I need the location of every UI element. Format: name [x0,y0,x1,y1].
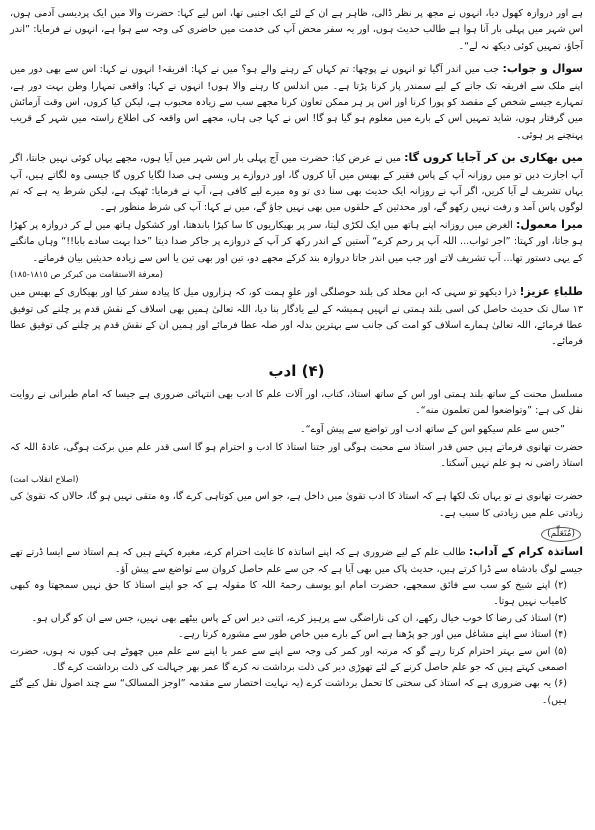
teachers-etiquette-intro: طالب علم کے لیے ضروری ہے کہ اپنے اساتذہ کا غایت احترام کرے، مغیرہ کہتے ہیں کہ ہم استاذ سے ایسا ڈرتے تھے جیسے لوگ بادشاہ سے ڈرا کرتے ہیں، حدیث پاک میں بھی آیا ہے کہ جن سے علم حاصل کروان سے تواضع سے پیش آؤ۔ [10,547,583,575]
beggar-lead: میں بھکاری بن کر آجایا کروں گا: [404,151,583,165]
qa-lead: سوال و جواب: [502,62,583,76]
beggar-text: میں نے عرض کیا: حضرت میں آج پہلی بار اس شہر میں آیا ہوں، مجھے یہاں کوئی نہیں جانتا، اگر آپ اجازت دیں تو میں روزانہ آپ کے پاس فقیر کے بھیس میں آیا کروں گا، اور دروازے پر ویسی ہی صدا لگایا کروں گا جیسی وہ لگاتے ہیں، آپ یہاں تشریف لے آیا کریں، اگر آپ نے روزانہ ایک حدیث بھی سنا دی تو وہ میرے لیے کافی ہے، آپ نے فرمایا: ٹھیک ہے، لیکن شرط یہ ہے کہ تم لوگوں پاس آمد و رفت نہیں رکھو گے، اور محدثین کے حلقوں میں بھی نہیں جاؤ گے، میں نے کہا: آپ کی شرط منظور ہے۔ [10,153,583,214]
adab-paragraph-2: حضرت تھانوی فرماتے ہیں جس قدر استاذ سے محبت ہوگی اور جتنا استاذ کا ادب و احترام ہو گا اسی قدر علم میں برکت ہوگی، عادۃ اللہ کہ استاذ راضی نہ ہو علم نہیں آسکتا۔ [10,441,583,469]
routine-text: الغرض میں روزانہ اپنے ہاتھ میں ایک لکڑی لیتا، سر پر بھیکاریوں کا سا کپڑا باندھتا، اور کشکول ہاتھ میں لے کر دروازہ پر کھڑا ہو جاتا، اور کہتا: ”اجر ثواب... اللہ آپ پر رحم کرے“ آستین کے اندر رکھ کر آپ کے دروازے پر جاکر صدا دیتا ”خدا بہت سادے بابا!!“ وہاں مانگنے کے یہی دستور تھا... آپ تشریف لاتے اور جب میں اندر جاتا دروازہ بند کرکے مجھے دو، تین اور بھی تین یا اس سے زیادہ حدیثیں بیان فرماتے۔ [10,219,583,264]
lesson-text: ذرا دیکھو تو سہی کہ ابن مخلد کی بلند حوصلگی اور علوِ ہمت کو، کہ ہزاروں میل کا پیادہ سفر کیا اور بھیکاری کے بھیس میں ۱۳ سال تک حدیث حاصل کی اسی بلند ہمتی نے انہیں ہمیشہ کے لیے یادگار بنا دیا، اللہ تعالیٰ ہمیں بھی اسلاف کے نقش قدم پر چلنے کی توفیق عطا فرمائے، اللہ تعالیٰ ہمارے اسلاف کو امت کی جانب سے بہترین بدلہ اور صلہ عطا فرمائے اور ہمیں ان کے نقش قدم پر چلنے کی توفیق عطا فرمائے۔ [10,287,583,348]
routine-paragraph [10,217,583,267]
list-item: (۳) استاذ کی رضا کا خوب خیال رکھے، ان کی ناراضگی سے پرہیز کرے، اتنی دیر اس کے پاس بیٹھے بھی نہیں، جس سے ان کو گراں ہو۔ [31,612,567,624]
ornament-seal-icon: (مُتَعَلِّم) [541,527,581,542]
list-item: (۵) اس سے بہتر احترام کرتا رہے گو کہ مرتبہ اور کمر کی وجہ سے اپنے سے عمر یا اپنے سے علم میں چھوٹے ہی کیوں نہ ہوں، حضرت اصمعی کہتے ہیں کہ جو علم حاصل کرنے کے لئے تھوڑی دیر کی ذلت برداشت نہ کرے گا عمر بھر جہالت کی ذلت برداشت کرے گا۔ [10,645,567,673]
lesson-lead: طلباءِ عزیز! [519,285,583,299]
adab-quote: ”جس سے علم سیکھو اس کے ساتھ ادب اور تواضع سے پیش آوے“۔ [300,423,565,435]
story-intro-text: ہے اور دروازہ کھول دیا، انہوں نے مجھ پر نظر ڈالی، ظاہر ہے ان کے لئے ایک اجنبی تھا، اس لیے کہا: حضرت والا میں ایک پردیسی آدمی ہوں، اس شہر میں پہلی بار آنا ہوا ہے طالب حدیث ہوں، اور یہ سفر محض آپ کی خدمت میں حاضری کی وجہ سے ہوا ہے، انہوں نے فرمایا: ”اندر آجاؤ، تمہیں کوئی دیکھ نہ لے“۔ [10,8,583,52]
teachers-etiquette-lead: اساتذہ کرام کے آداب: [468,545,583,559]
ornament-row [10,526,583,542]
source-citation-2: (اصلاح انقلاب امت) [10,474,79,485]
beggar-paragraph [10,150,583,217]
list-item: (۲) اپنے شیخ کو سب سے فائق سمجھے، حضرت امام ابو یوسف رحمۃ اللہ کا مقولہ ہے کہ جو اپنے استاذ کا حق نہیں سمجھتا وہ کبھی کامیاب نہیں ہوتا۔ [10,579,567,608]
story-intro-paragraph [10,6,583,55]
qa-text: جب میں اندر آگیا تو انہوں نے پوچھا: تم کہاں کے رہنے والے ہو؟ میں نے کہا: افریقہ! انہوں نے کہا: اس سے بھی دور میں اپنے ملک سے افریقہ تک جانے کے لیے سمندر پار کرنا پڑتا ہے۔ میں اندلس کا رہنے والا ہوں! انہوں نے کہا: واقعی تمہارا وطن بہت دور ہے، تمہارے جیسے شخص کے مقصد کو پورا کرنا اور اس پر ہر ممکن تعاون کرنا مجھے سب سے زیادہ محبوب ہے، لیکن کیا کروں، اس وقت آزمائش میں گرفتار ہوں، شاید تمہیں اس کے بارے میں معلوم ہو گیا ہو گا! اس نے کہا جی ہاں، مجھے اس واقعہ کی اطلاع راستہ میں شہر کے قریب پہنچنے پر ہوئی۔ [10,64,583,141]
etiquette-list [10,578,583,709]
lesson-paragraph [10,284,583,351]
teachers-etiquette-paragraph [10,544,583,578]
adab-paragraph-1: مسلسل محنت کے ساتھ بلند ہمتی اور اس کے ساتھ استاذ، کتاب، اور آلات علم کا ادب بھی انتہائی ضروری ہے جیسا کہ امام طبرانی نے روایت نقل کی ہے: ”وتواضعوا لمن تعلمون منه“۔ [10,388,583,417]
routine-lead: میرا معمول: [515,217,583,231]
section-heading: (۴) ادب [268,361,325,380]
source-citation: (معرفة الاستقامت من كبركر ص ١٨١٥-١٨٥) [10,269,163,280]
qa-paragraph [10,61,583,144]
list-item: (۶) یہ بھی ضروری ہے کہ استاذ کی سختی کا تحمل برداشت کرے (یہ نہایت اختصار سے مقدمہ ”اوجز المسالک“ سے چند اصول نقل کیے گئے ہیں)۔ [10,678,567,706]
list-item: (۴) استاذ سے اپنے مشاغل میں اور جو پڑھنا ہے اس کے بارے میں خاص طور سے مشورہ کرتا رہے۔ [178,629,567,641]
adab-paragraph-3: حضرت تھانوی نے تو یہاں تک لکھا ہے کہ استاذ کا ادب تقویٰ میں داخل ہے، جو اس میں کوتاہی کرے گا، وہ متقی نہیں ہو گا، حالاں کہ تقویٰ کی زیادتی علم میں زیادتی کا سبب ہے۔ [10,491,583,519]
